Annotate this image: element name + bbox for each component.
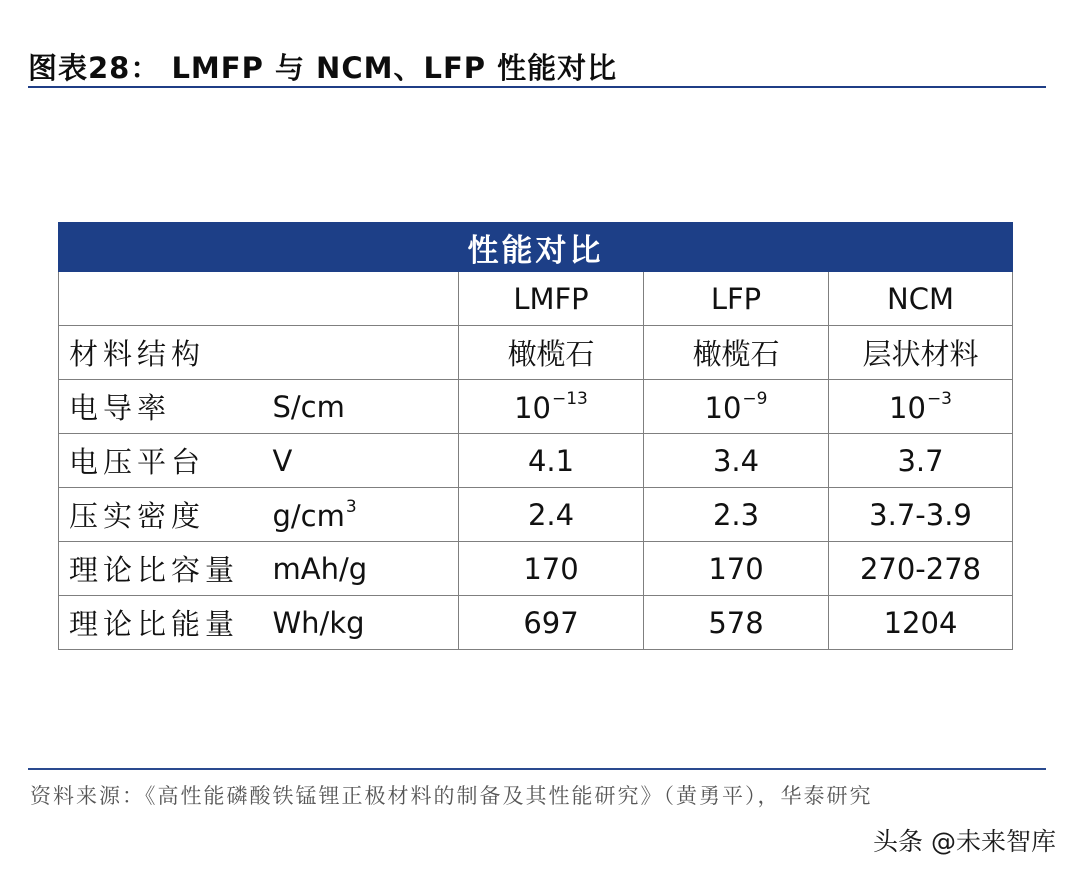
title-divider (28, 86, 1046, 88)
cell-lfp (644, 380, 829, 434)
watermark (873, 822, 1056, 858)
cell-lmfp (459, 380, 644, 434)
figure-title: 图表28： LMFP 与 NCM、LFP 性能对比 (28, 51, 618, 85)
unit-exponent: 3 (345, 496, 357, 517)
watermark-text: 头条 @未来智库 (873, 827, 1056, 856)
cell-ncm: 270-278 (829, 542, 1013, 596)
cell-base: 10 (514, 390, 551, 425)
header-row (59, 272, 1013, 326)
cell-exponent: −9 (742, 388, 768, 409)
table-banner: 性能对比 (59, 223, 1013, 272)
cell-lfp: 170 (644, 542, 829, 596)
cell-ncm: 3.7-3.9 (829, 488, 1013, 542)
table-row (59, 380, 1013, 434)
cell-lmfp: 697 (459, 596, 644, 650)
table-row (59, 596, 1013, 650)
row-label: 电导率 (59, 380, 269, 434)
row-unit (269, 326, 459, 380)
row-label: 材料结构 (59, 326, 269, 380)
column-header-lmfp: LMFP (459, 272, 644, 326)
table-row (59, 434, 1013, 488)
row-unit: S/cm (269, 380, 459, 434)
cell-ncm: 3.7 (829, 434, 1013, 488)
column-header-lfp: LFP (644, 272, 829, 326)
row-unit: V (269, 434, 459, 488)
row-unit (269, 488, 459, 542)
column-header-ncm: NCM (829, 272, 1013, 326)
cell-base: 10 (889, 390, 926, 425)
unit-base: g/cm (272, 498, 345, 533)
row-label: 电压平台 (59, 434, 269, 488)
cell-exponent: −3 (926, 388, 952, 409)
performance-comparison-table (58, 222, 1013, 650)
cell-lmfp: 170 (459, 542, 644, 596)
row-label: 理论比能量 (59, 596, 269, 650)
cell-base: 10 (704, 390, 742, 425)
row-unit: Wh/kg (269, 596, 459, 650)
source-note: 资料来源：《高性能磷酸铁锰锂正极材料的制备及其性能研究》（黄勇平），华泰研究 (30, 784, 873, 808)
cell-exponent: −13 (552, 388, 588, 409)
cell-lfp: 3.4 (644, 434, 829, 488)
row-label: 压实密度 (59, 488, 269, 542)
table-row (59, 326, 1013, 380)
table-row (59, 488, 1013, 542)
cell-ncm: 层状材料 (829, 326, 1013, 380)
cell-lfp: 橄榄石 (644, 326, 829, 380)
table-banner-row (59, 223, 1013, 272)
header-blank (59, 272, 269, 326)
cell-lmfp: 2.4 (459, 488, 644, 542)
cell-lfp: 2.3 (644, 488, 829, 542)
header-blank-unit (269, 272, 459, 326)
cell-ncm (829, 380, 1013, 434)
cell-lmfp: 橄榄石 (459, 326, 644, 380)
row-label: 理论比容量 (59, 542, 269, 596)
footer-divider (28, 768, 1046, 770)
cell-lfp: 578 (644, 596, 829, 650)
row-unit: mAh/g (269, 542, 459, 596)
cell-lmfp: 4.1 (459, 434, 644, 488)
cell-ncm: 1204 (829, 596, 1013, 650)
table-row (59, 542, 1013, 596)
